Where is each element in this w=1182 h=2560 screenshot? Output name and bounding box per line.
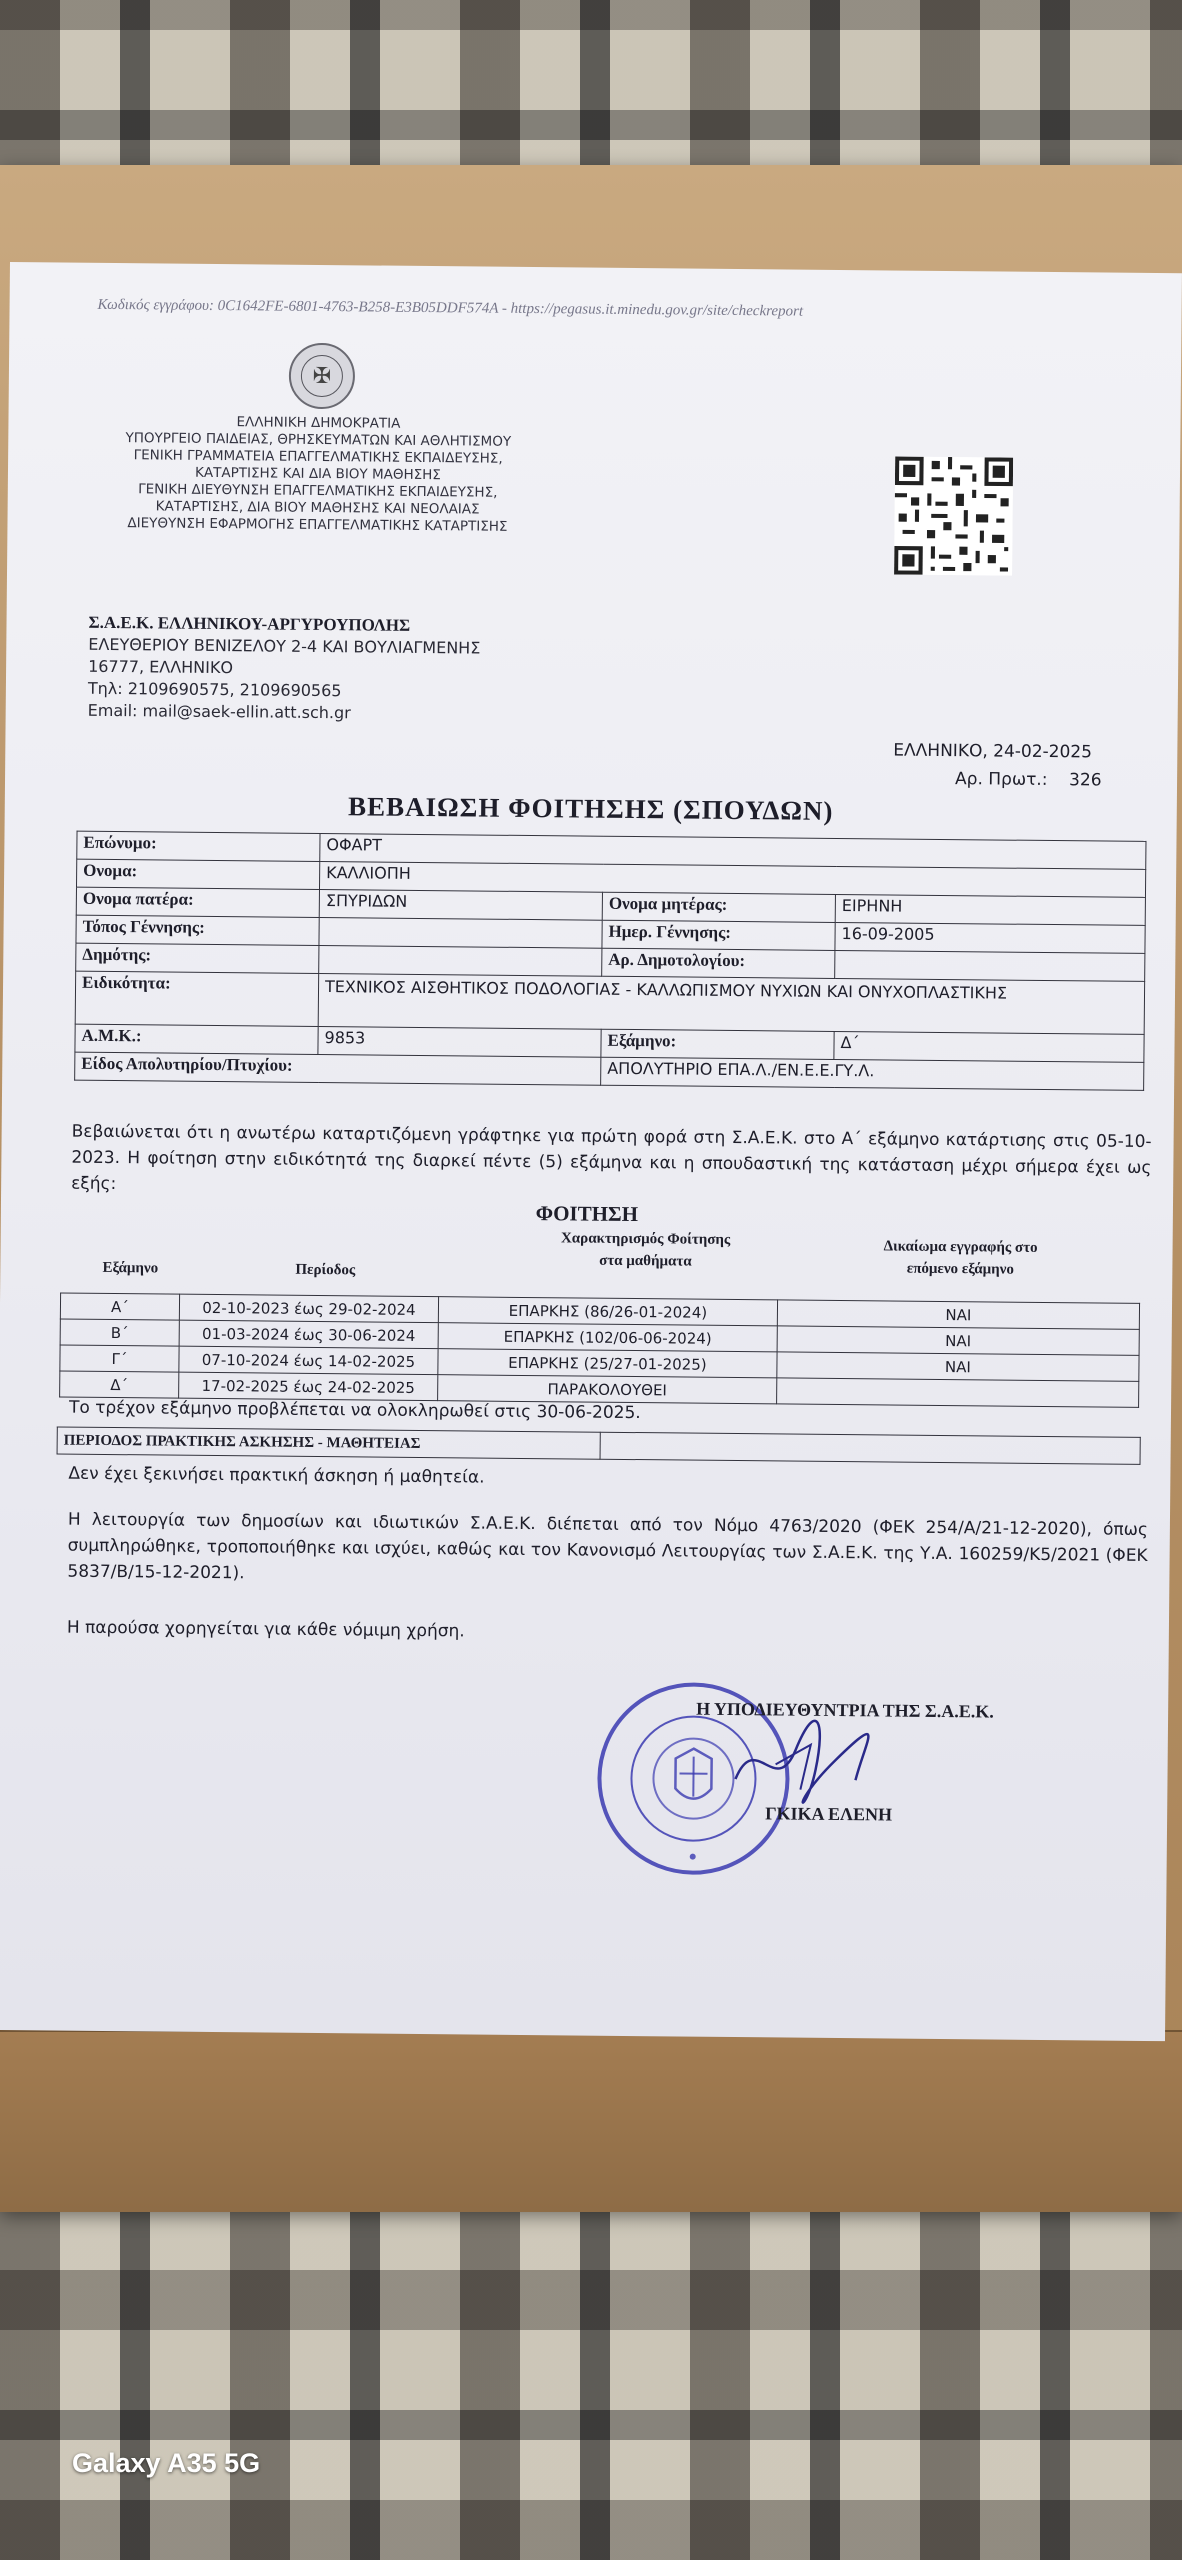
certificate-page (0, 262, 1182, 2041)
col-header-characterization: Χαρακτηρισμός Φοίτησης στα μαθήματα (560, 1230, 731, 1270)
mother-label: Ονομα μητέρας: (602, 892, 835, 922)
birthdate-label: Ημερ. Γέννησης: (602, 920, 835, 950)
header-line: ΔΙΕΥΘΥΝΣΗ ΕΦΑΡΜΟΓΗΣ ΕΠΑΓΓΕΛΜΑΤΙΚΗΣ ΚΑΤΑΡΤΙΣΗΣ (127, 515, 508, 535)
document-title: ΒΕΒΑΙΩΣΗ ΦΟΙΤΗΣΗΣ (ΣΠΟΥΔΩΝ) (347, 791, 834, 826)
hellenic-emblem-icon: ✠ (289, 343, 356, 410)
semester-value: Δ΄ (834, 1031, 1144, 1062)
school-postal: 16777, ΕΛΛΗΝΙΚΟ (88, 656, 234, 678)
status-cell: ΠΑΡΑΚΟΛΟΥΘΕΙ (438, 1375, 777, 1404)
col-header-semester: Εξάμηνο (102, 1259, 159, 1277)
citizen-label: Δημότης: (76, 943, 319, 973)
birthdate-value: 16-09-2005 (835, 922, 1145, 953)
period-cell: 02-10-2023 έως 29-02-2024 (179, 1294, 438, 1322)
col-header-enrollment-right: Δικαίωμα εγγραφής στο επόμενο εξάμηνο (883, 1238, 1038, 1278)
practice-label: ΠΕΡΙΟΔΟΣ ΠΡΑΚΤΙΚΗΣ ΑΣΚΗΣΗΣ - ΜΑΘΗΤΕΙΑΣ (57, 1427, 600, 1459)
camera-watermark: Galaxy A35 5G (72, 2448, 261, 2478)
status-cell: ΕΠΑΡΚΗΣ (102/06-06-2024) (438, 1323, 777, 1352)
name-value: ΚΑΛΛΙΟΠΗ (319, 862, 1145, 898)
semester-label: Εξάμηνο: (601, 1029, 834, 1059)
amk-label: Α.Μ.Κ.: (75, 1024, 318, 1054)
status-cell: ΕΠΑΡΚΗΣ (86/26-01-2024) (438, 1297, 777, 1326)
degree-label: Είδος Απολυτηρίου/Πτυχίου: (75, 1052, 601, 1085)
right-cell: ΝΑΙ (777, 1352, 1139, 1381)
place-date: ΕΛΛΗΝΙΚΟ, 24-02-2025 (893, 740, 1093, 763)
period-cell: 17-02-2025 έως 24-02-2025 (179, 1372, 438, 1400)
birthplace-label: Τόπος Γέννησης: (76, 915, 319, 945)
qr-code-icon (894, 457, 1013, 576)
registry-value (835, 950, 1145, 981)
school-email: Email: mail@saek-ellin.att.sch.gr (87, 700, 351, 723)
practice-text: Δεν έχει ξεκινήσει πρακτική άσκηση ή μαθητεία. (68, 1463, 485, 1488)
protocol-number (955, 769, 1102, 790)
semester-cell: Α΄ (60, 1293, 179, 1320)
semester-cell: Γ΄ (60, 1345, 179, 1372)
col-header-period: Περίοδος (295, 1261, 356, 1279)
registry-label: Αρ. Δημοτολογίου: (602, 948, 835, 978)
signer-title: Η ΥΠΟΔΙΕΥΘΥΝΤΡΙΑ ΤΗΣ Σ.Α.Ε.Κ. (696, 1698, 994, 1722)
attendance-title: ΦΟΙΤΗΣΗ (535, 1201, 639, 1227)
semester-cell: Β΄ (60, 1319, 179, 1346)
usage-text: Η παρούσα χορηγείται για κάθε νόμιμη χρήση. (66, 1617, 465, 1642)
name-label: Ονομα: (77, 859, 320, 889)
father-value: ΣΠΥΡΙΔΩΝ (319, 889, 602, 920)
status-cell: ΕΠΑΡΚΗΣ (25/27-01-2025) (438, 1349, 777, 1378)
header-line: ΚΑΤΑΡΤΙΣΗΣ ΚΑΙ ΔΙΑ ΒΙΟΥ ΜΑΘΗΣΗΣ (194, 464, 441, 484)
student-info-table (74, 831, 1146, 1091)
header-line: ΓΕΝΙΚΗ ΔΙΕΥΘΥΝΣΗ ΕΠΑΓΓΕΛΜΑΤΙΚΗΣ ΕΚΠΑΙΔΕΥΣΗΣ, (138, 481, 498, 501)
specialty-label: Ειδικότητα: (75, 971, 318, 1026)
surname-label: Επώνυμο: (77, 831, 320, 861)
intro-paragraph: Βεβαιώνεται ότι η ανωτέρω καταρτιζόμενη γράφτηκε για πρώτη φορά στη Σ.Α.Ε.Κ. στο Α΄ εξάμηνο κατάρτισης στις 05-10-2023. Η φοίτηση στην ειδικότητά της διαρκεί πέντε (5) εξάμηνα και η σπουδαστική της κατάσταση μέχρι σήμερα έχει ως εξής: (71, 1121, 1152, 1195)
semester-cell: Δ΄ (60, 1371, 179, 1398)
protocol-label: Αρ. Πρωτ.: (954, 769, 1048, 790)
birthplace-value (319, 917, 602, 948)
verification-code-line: Κωδικός εγγράφου: 0C1642FE-6801-4763-B258-E3B05DDF574A - https://pegasus.it.minedu.gov.gr/site/checkreport (97, 296, 804, 320)
right-cell: ΝΑΙ (777, 1300, 1139, 1329)
school-phone: Τηλ: 2109690575, 2109690565 (87, 678, 342, 701)
school-name: Σ.Α.Ε.Κ. ΕΛΛΗΝΙΚΟΥ-ΑΡΓΥΡΟΥΠΟΛΗΣ (88, 612, 411, 635)
period-cell: 01-03-2024 έως 30-06-2024 (179, 1320, 438, 1348)
amk-value: 9853 (318, 1026, 601, 1057)
specialty-value: ΤΕΧΝΙΚΟΣ ΑΙΣΘΗΤΙΚΟΣ ΠΟΔΟΛΟΓΙΑΣ - ΚΑΛΛΩΠΙΣΜΟΥ ΝΥΧΙΩΝ ΚΑΙ ΟΝΥΧΟΠΛΑΣΤΙΚΗΣ (318, 973, 1144, 1034)
law-paragraph: Η λειτουργία των δημοσίων και ιδιωτικών Σ.Α.Ε.Κ. διέπεται από τον Νόμο 4763/2020 (ΦΕΚ 254/Α/21-12-2020), όπως συμπληρώθηκε, τροποποιήθηκε και ισχύει, καθώς και τον Κανονισμό Λειτουργίας των Σ.Α.Ε.Κ. της Υ.Α. 160259/Κ5/2021 (ΦΕΚ 5837/Β/15-12-2021). (67, 1509, 1148, 1584)
practice-period-table (57, 1427, 1141, 1465)
protocol-value: 326 (1069, 770, 1102, 791)
header-line: ΕΛΛΗΝΙΚΗ ΔΗΜΟΚΡΑΤΙΑ (236, 414, 401, 432)
header-line: ΥΠΟΥΡΓΕΙΟ ΠΑΙΔΕΙΑΣ, ΘΡΗΣΚΕΥΜΑΤΩΝ ΚΑΙ ΑΘΛΗΤΙΣΜΟΥ (125, 430, 512, 450)
period-cell: 07-10-2024 έως 14-02-2025 (179, 1346, 438, 1374)
school-address: ΕΛΕΥΘΕΡΙΟΥ ΒΕΝΙΖΕΛΟΥ 2-4 ΚΑΙ ΒΟΥΛΙΑΓΜΕΝΗΣ (88, 634, 481, 658)
degree-value: ΑΠΟΛΥΤΗΡΙΟ ΕΠΑ.Λ./ΕΝ.Ε.Ε.ΓΥ.Λ. (601, 1057, 1144, 1090)
practice-value (600, 1432, 1140, 1464)
cardboard-bottom-flap (0, 2030, 1182, 2212)
header-line: ΓΕΝΙΚΗ ΓΡΑΜΜΑΤΕΙΑ ΕΠΑΓΓΕΛΜΑΤΙΚΗΣ ΕΚΠΑΙΔΕΥΣΗΣ, (133, 447, 503, 467)
signer-name: ΓΚΙΚΑ ΕΛΕΝΗ (765, 1803, 893, 1825)
father-label: Ονομα πατέρα: (76, 887, 319, 917)
surname-value: ΟΦΑΡΤ (320, 834, 1146, 870)
right-cell: ΝΑΙ (777, 1326, 1139, 1355)
header-line: ΚΑΤΑΡΤΙΣΗΣ, ΔΙΑ ΒΙΟΥ ΜΑΘΗΣΗΣ ΚΑΙ ΝΕΟΛΑΙΑΣ (155, 498, 480, 518)
ministry-header (77, 413, 558, 537)
mother-value: ΕΙΡΗΝΗ (835, 894, 1145, 925)
citizen-value (319, 945, 602, 976)
attendance-table (59, 1293, 1140, 1408)
completion-text: Το τρέχον εξάμηνο προβλέπεται να ολοκληρωθεί στις 30-06-2025. (68, 1397, 641, 1424)
